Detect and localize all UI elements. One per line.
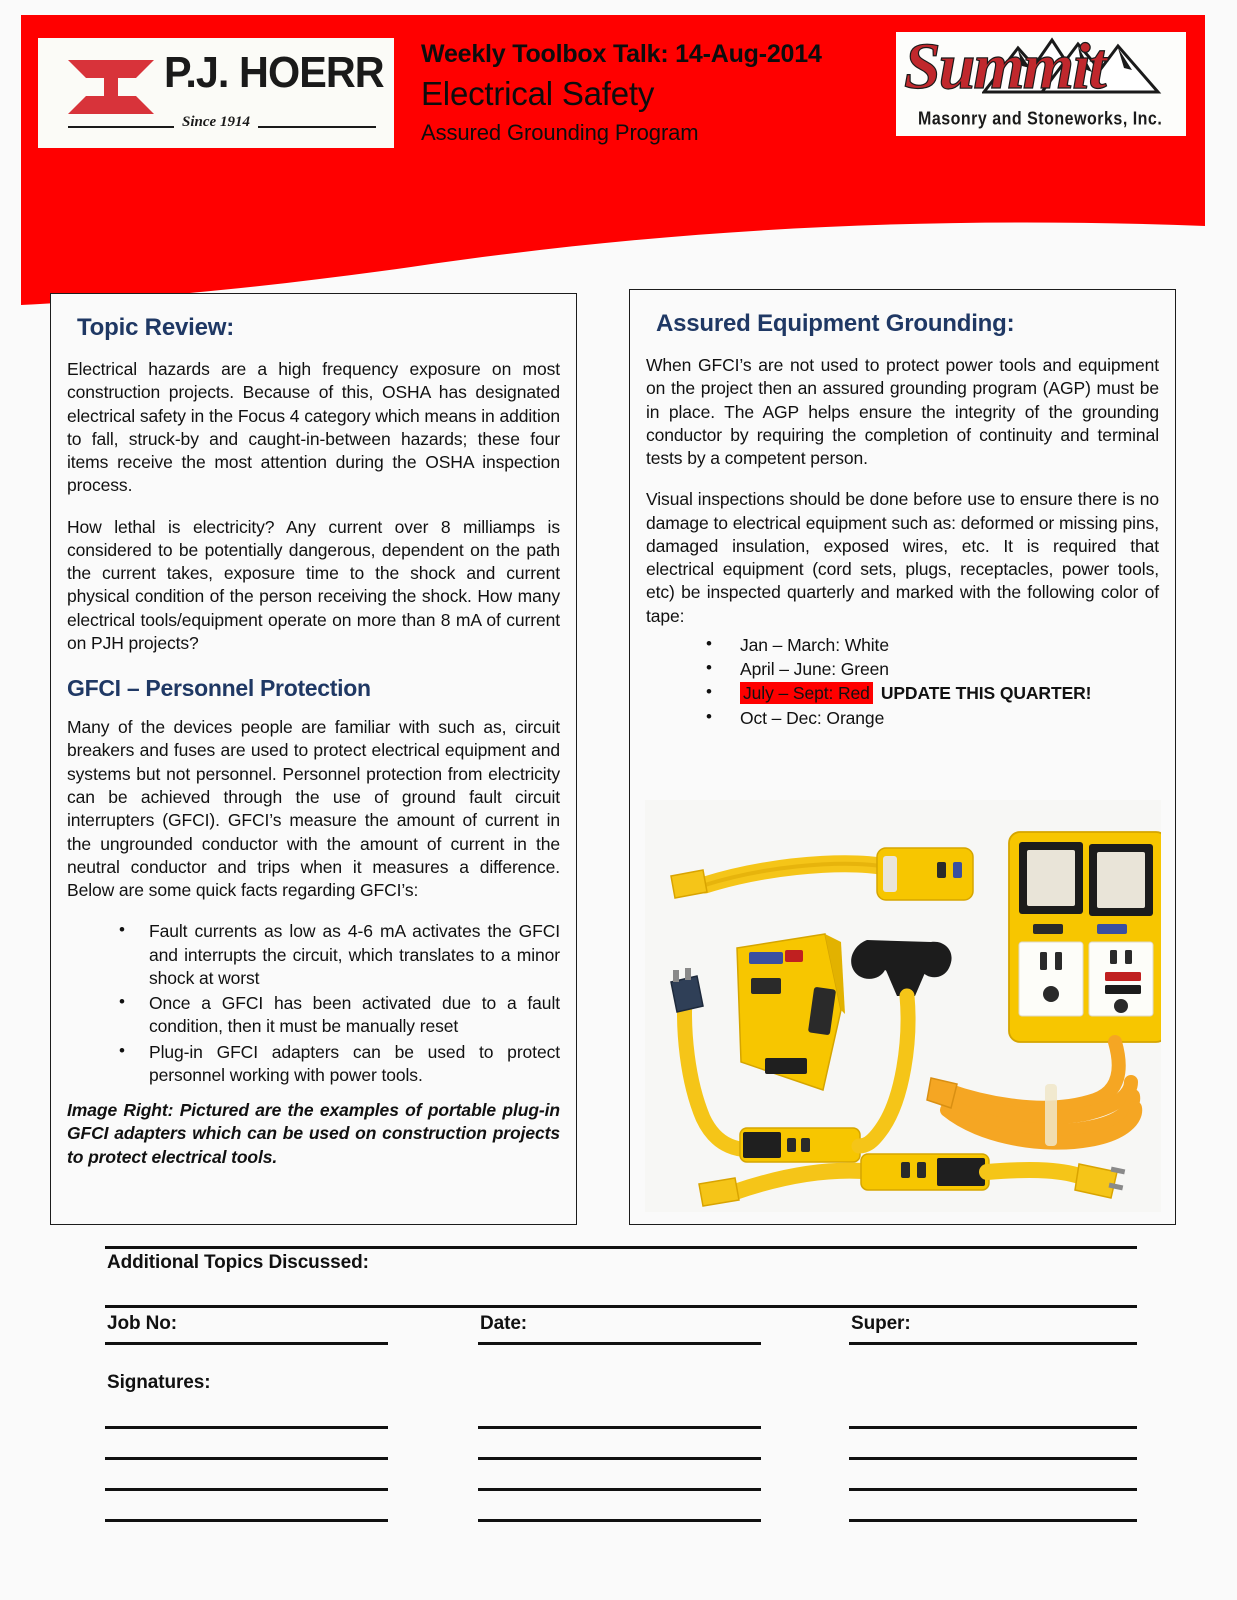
super-input-line[interactable] xyxy=(849,1342,1137,1345)
signature-line[interactable] xyxy=(478,1426,761,1429)
signatures-label: Signatures: xyxy=(107,1372,211,1393)
toolbox-talk-date: Weekly Toolbox Talk: 14-Aug-2014 xyxy=(421,40,822,68)
tape-period-label: Jan – March: White xyxy=(740,634,889,655)
pj-hoerr-logo xyxy=(38,38,394,148)
topic-review-panel xyxy=(50,293,577,1225)
list-item: • Fault currents as low as 4-6 mA activates the GFCI and interrupts the circuit, which translates to a minor shock at worst xyxy=(119,920,560,990)
list-item: • Plug-in GFCI adapters can be used to protect personnel working with power tools. xyxy=(119,1041,560,1088)
list-item: • Once a GFCI has been activated due to a fault condition, then it must be manually reset xyxy=(119,992,560,1039)
i-beam-icon xyxy=(66,56,156,118)
date-label: Date: xyxy=(480,1313,528,1334)
assured-grounding-paragraph-2: Visual inspections should be done before use to ensure there is no damage to electrical equipment such as: deformed or missing pins, damaged insulation, exposed wires, etc. It is required that electrical equipment (cord sets, plugs, receptacles, power tools, etc) be inspected quarterly and marked with the following color of tape: xyxy=(646,489,1159,626)
tape-period-label-highlighted: July – Sept: Red xyxy=(740,682,873,704)
pj-hoerr-wordmark: P.J. HOERR xyxy=(164,48,384,97)
additional-topics-top-rule xyxy=(105,1246,1137,1249)
summit-tagline: Masonry and Stoneworks, Inc. xyxy=(918,109,1163,129)
tape-period-label: April – June: Green xyxy=(740,659,889,680)
list-item xyxy=(706,634,1159,657)
tape-color-schedule-list xyxy=(646,634,1159,730)
super-label: Super: xyxy=(851,1313,911,1334)
form-divider-rule xyxy=(105,1305,1137,1308)
list-item xyxy=(706,707,1159,730)
signature-line[interactable] xyxy=(478,1519,761,1522)
signature-line[interactable] xyxy=(105,1519,388,1522)
date-input-line[interactable] xyxy=(478,1342,761,1345)
assured-grounding-paragraph-1: When GFCI’s are not used to protect power tools and equipment on the project then an assured grounding program (AGP) must be in place. The AGP helps ensure the integrity of the grounding conductor by requiring the completion of continuity and terminal tests by a competent person. xyxy=(646,355,1159,469)
signature-line[interactable] xyxy=(105,1488,388,1491)
summit-wordmark: Summit xyxy=(904,32,1105,103)
job-no-input-line[interactable] xyxy=(105,1342,388,1345)
update-quarter-note: UPDATE THIS QUARTER! xyxy=(880,683,1092,704)
pj-hoerr-tagline: Since 1914 xyxy=(44,114,388,131)
topic-review-paragraph-2: How lethal is electricity? Any current over 8 milliamps is considered to be potentially dangerous, dependent on the path the current takes, exposure time to the shock and current physical condition of the person receiving the shock. How many electrical tools/equipment operate on more than 8 mA of current on PJH projects? xyxy=(67,516,560,653)
signature-line[interactable] xyxy=(478,1457,761,1460)
signature-line[interactable] xyxy=(849,1457,1137,1460)
topic-review-heading: Topic Review: xyxy=(77,314,234,341)
gfci-paragraph: Many of the devices people are familiar with such as, circuit breakers and fuses are used to protect electrical equipment and systems but not personnel. Personnel protection from electricity can be achieved through the use of ground fault circuit interrupters (GFCI). GFCI’s measure the amount of current in the ungrounded conductor with the amount of current in the neutral conductor and trips when it measures a difference. Below are some quick facts regarding GFCI’s: xyxy=(67,717,560,901)
page-subtitle: Assured Grounding Program xyxy=(421,120,699,146)
topic-review-paragraph-1: Electrical hazards are a high frequency exposure on most construction projects. Because of this, OSHA has designated electrical safety in the Focus 4 category which means in addition to fall, struck-by and caught-in-between hazards; these four items receive the most attention during the OSHA inspection process. xyxy=(67,359,560,496)
image-caption: Image Right: Pictured are the examples of portable plug-in GFCI adapters which can be used on construction projects to protect electrical tools. xyxy=(67,1100,560,1167)
list-item xyxy=(706,658,1159,681)
signature-line[interactable] xyxy=(849,1488,1137,1491)
gfci-subheading: GFCI – Personnel Protection xyxy=(67,675,371,702)
summit-logo xyxy=(896,32,1186,136)
signature-line[interactable] xyxy=(478,1488,761,1491)
signature-line[interactable] xyxy=(105,1426,388,1429)
gfci-facts-list xyxy=(67,920,560,1087)
page-title: Electrical Safety xyxy=(421,74,655,112)
signature-line[interactable] xyxy=(849,1519,1137,1522)
signature-line[interactable] xyxy=(849,1426,1137,1429)
gfci-adapters-photo xyxy=(645,800,1161,1212)
assured-grounding-heading: Assured Equipment Grounding: xyxy=(656,310,1015,337)
signature-line[interactable] xyxy=(105,1457,388,1460)
list-item xyxy=(706,682,1159,705)
tape-period-label: Oct – Dec: Orange xyxy=(740,707,885,728)
header-title-block xyxy=(421,40,891,149)
additional-topics-label: Additional Topics Discussed: xyxy=(107,1252,369,1273)
job-no-label: Job No: xyxy=(107,1313,178,1334)
